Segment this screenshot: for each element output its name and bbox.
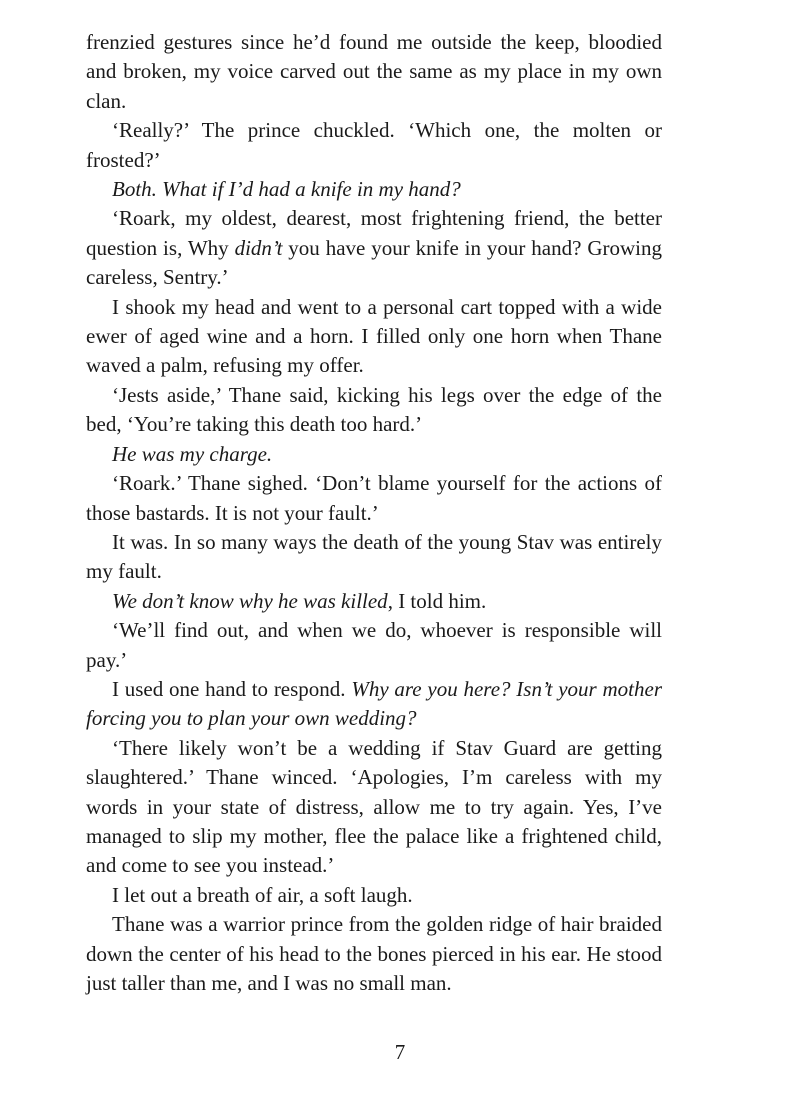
text-segment-italic: Why are you here? Isn’t your mother forcing you to plan your own wedding? xyxy=(86,676,662,731)
text-segment: you have your knife in your hand? Growing careless, Sentry.’ xyxy=(86,235,662,290)
paragraph xyxy=(86,440,662,469)
text-segment: ‘Jests aside,’ Thane said, kicking his legs over the edge of the bed, ‘You’re taking this death too hard.’ xyxy=(86,382,662,437)
text-segment: ‘There likely won’t be a wedding if Stav Guard are getting slaughtered.’ Thane winced. ‘Apologies, I’m careless with my words in your state of distress, allow me to try again. Yes, I’ve managed to slip my mother, flee the palace like a frightened child, and come to see you instead.’ xyxy=(86,735,662,878)
text-segment: Thane was a warrior prince from the golden ridge of hair braided down the center of his head to the bones pierced in his ear. He stood just taller than me, and I was no small man. xyxy=(86,912,662,995)
paragraph xyxy=(86,675,662,734)
book-page-body xyxy=(86,28,662,998)
text-segment: ‘Really?’ The prince chuckled. ‘Which one, the molten or frosted?’ xyxy=(86,118,662,172)
paragraph xyxy=(86,910,662,998)
paragraph xyxy=(86,734,662,881)
text-segment: It was. In so many ways the death of the young Stav was entirely my fault. xyxy=(86,529,662,584)
text-segment-italic: didn’t xyxy=(234,235,283,260)
paragraph xyxy=(86,587,662,616)
text-segment: I shook my head and went to a personal cart topped with a wide ewer of aged wine and a horn. I filled only one horn when Thane waved a palm, refusing my offer. xyxy=(86,294,662,378)
paragraph xyxy=(86,204,662,292)
text-segment: frenzied gestures since he’d found me outside the keep, bloodied and broken, my voice carved out the same as my place in my own clan. xyxy=(86,30,662,113)
paragraph xyxy=(86,469,662,528)
paragraph xyxy=(86,528,662,587)
text-segment-italic: He was my charge. xyxy=(112,441,273,466)
paragraph xyxy=(86,28,662,116)
text-segment: I let out a breath of air, a soft laugh. xyxy=(112,882,413,907)
paragraph xyxy=(86,293,662,381)
paragraph xyxy=(86,116,662,175)
text-segment-italic: We don’t know why he was killed xyxy=(112,588,388,613)
text-segment-italic: Both. What if I’d had a knife in my hand? xyxy=(112,177,461,202)
text-segment: ‘We’ll find out, and when we do, whoever is responsible will pay.’ xyxy=(86,618,662,672)
text-segment: , I told him. xyxy=(387,588,487,613)
text-segment: ‘Roark.’ Thane sighed. ‘Don’t blame yourself for the actions of those bastards. It is not your fault.’ xyxy=(86,471,662,525)
text-segment: ‘Roark, my oldest, dearest, most frightening friend, the better question is, Why xyxy=(86,206,662,260)
paragraph xyxy=(86,616,662,675)
paragraph xyxy=(86,175,662,204)
paragraph xyxy=(86,381,662,440)
text-segment: I used one hand to respond. xyxy=(112,676,352,701)
paragraph xyxy=(86,881,662,910)
page-number: 7 xyxy=(394,1040,406,1064)
